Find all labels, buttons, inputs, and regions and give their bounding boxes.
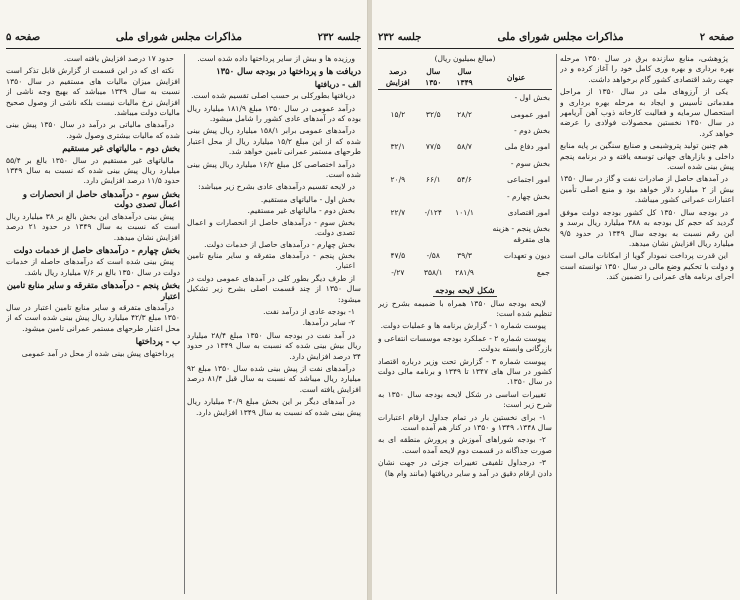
paragraph: درآمد اختصاصی کل مبلغ ۱۶/۲ میلیارد ریال پیش بینی شده است. [187,159,361,180]
paragraph: لایحه بودجه سال ۱۳۵۰ همراه با ضمیمه بشرح زیر تنظیم شده است: [378,298,552,318]
section-heading: دریافت ها و پرداختها در بودجه سال ۱۳۵۰ [216,66,361,77]
paragraph: از طرف دیگر بطور کلی در آمدهای عمومی دولت در سال ۱۳۵۰ از چند قسمت اصلی بشرح زیر تشکیل میشود: [187,273,361,304]
table-cell-title: بخش سوم - [510,158,550,168]
session-number: جلسه ۲۳۲ [378,31,422,43]
table-row [378,221,552,248]
journal-title: مذاکرات مجلس شورای ملی [497,31,624,43]
paragraph: ۳- درجداول تلفیقی تغییرات جزئی در جهت نشان دادن ارقام دقیق در آمد و سایر دریافتها (مانند وام ها) [378,458,552,478]
table-cell-title: امور اقتصادی [507,208,550,218]
paragraph: نکته ای که در این قسمت از گزارش قابل تذکر است افزایش میزان مالیات های مستقیم در سال ۱۳۵۰ نسبت به سال ۱۳۴۹ میباشد که بهیچ وجه ناشی از افزایش نرخ مالیات نیست بلکه ناشی از وصول صحیح مالیات دولت میباشد. [6,66,180,118]
page-number: صفحه ۵ [6,31,41,43]
table-cell-v1: ۲۸/۲ [457,109,472,119]
subheading-wrap [378,285,552,296]
right-page [372,0,740,600]
table-cell-v2: ۳۵۸/۱ [423,267,443,277]
table-cell-title: امور اجتماعی [507,175,550,185]
paragraph: تغییرات اساسی در شکل لایحه بودجه سال ۱۳۵۰ به شرح زیر است: [378,389,552,410]
table-cell-pct: ۱۵/۲ [390,109,406,119]
table-cell-title: امور عمومی [510,109,550,119]
section-heading: بخش چهارم - درآمدهای حاصل از خدمات دولت [13,244,180,255]
table-cell-v2: ۱۲۴/- [424,208,442,218]
paragraph: پیش بینی درآمدهای این بخش بالغ بر ۳۸ میلیارد ریال است که نسبت به سال ۱۳۴۹ در حدود ۲۱ درصد افزایش نشان میدهد. [6,211,180,242]
header-rule [378,48,734,49]
table-cell-v2 [418,189,449,205]
paragraph: درآمدهای عمومی برابر ۱۵۸/۱ میلیارد ریال پیش بینی شده که از این مبلغ ۱۵/۲ میلیارد ریال از محل اعتبار طرحهای مستمر عمرانی تامین خواهد شد. [187,126,361,157]
paragraph: ۱- برای نخستین بار در تمام جداول ارقام اعتبارات سال ۱۳۴۸، ۱۳۴۹ و ۱۳۵۰ در کنار هم آمده است. [378,412,552,432]
right-page-header [378,28,734,46]
table-cell-v1: ۱۰۱/۱ [455,208,474,218]
table-row [378,123,552,139]
list-item: بخش سوم - درآمدهای حاصل از انحصارات و اعمال تصدی دولت. [187,217,355,238]
paragraph: هم چنین تولید پتروشیمی و صنایع سنگین بر پایه منابع داخلی و بازارهای جهانی توسعه یافته و در برنامه پنجم پیش بینی شده است. [560,141,734,172]
paragraph: پیوست شماره ۳ - گزارش تحت وزیر درباره اقتصاد کشور در سال های ۱۳۴۷ تا ۱۳۴۹ و برنامه مالی دولت در سال ۱۳۵۰. [378,356,552,387]
paragraph: درآمدهای متفرقه و سایر منابع تامین اعتبار در سال ۱۳۵۰ مبلغ ۴۲/۳ میلیارد ریال پیش بینی شده است که از محل اعتبار طرحهای مستمر عمرانی تامین میشود. [6,302,180,333]
table-row [378,90,552,107]
paragraph: در لایحه تقسیم درآمدهای عادی بشرح زیر میباشد: [198,182,355,192]
paragraph: در آمد نفت در بودجه سال ۱۳۵۰ مبلغ ۲۸/۴ میلیارد ریال بیش بینی شده که نسبت به سال ۱۳۴۹ در حدود ۳۴ درصد افزایش دارد. [187,330,361,361]
table-header-cell: سال ۱۳۴۹ [449,66,480,89]
table-header-cell: درصد افزایش [378,66,418,89]
left-page-column-left [6,54,180,594]
table-cell-v1 [449,156,480,172]
column-divider [556,54,557,594]
journal-title: مذاکرات مجلس شورای ملی [115,31,242,43]
table-cell-title: بخش دوم - [514,126,550,136]
table-header-row [378,66,552,89]
paragraph: یکی از آرزوهای ملی در سال ۱۳۵۰ از مراحل مقدماتی تأسیس و ایجاد به مرحله بهره برداری و استحصال سرمایه و فعالیت کارخانه ذوب آهن آریامهر در سال ۱۳۵۰ نخستین محصولات فولادی را عرضه خواهد کرد. [560,87,734,138]
paragraph: حدود ۱۷ درصد افزایش یافته است. [63,54,174,63]
table-cell-v2 [418,221,449,248]
list-item: بخش دوم - مالیاتهای غیر مستقیم. [247,206,355,216]
section-heading: بخش پنجم - درآمدهای متفرقه و سایر منابع تامین اعتبار [6,280,180,301]
paragraph: درآمدهای مالیاتی بر درآمد در سال ۱۳۵۰ پیش بینی شده که مالیات بیشتری وصول شود. [6,120,180,140]
table-cell-v2 [418,123,449,139]
table-cell-v2: ۳۲/۵ [425,109,441,119]
session-number: جلسه ۲۳۲ [317,31,361,43]
paragraph: این قدرت پرداخت نمودار گویا از امکانات مالی است و دولت با تحکیم وضع مالی در سال ۱۳۵۰ توانسته است اجرای برنامه های عمرانی را تضمین کند. [560,251,734,282]
header-rule [6,48,361,49]
column-divider [184,54,185,594]
right-page-column-right [560,54,734,594]
table-cell-pct [378,123,418,139]
revenue-parts-list [187,307,361,329]
table-cell-v2: ۶۶/۱ [425,175,441,185]
table-row [378,248,552,264]
table-cell-title: دیون و تعهدات [503,251,550,261]
table-body [378,90,552,281]
left-page-header [6,28,361,46]
list-item: بخش پنجم - درآمدهای متفرقه و سایر منابع تامین اعتبار. [187,250,355,271]
list-item: بخش چهارم - درآمدهای حاصل از خدمات دولت. [204,239,355,249]
table-cell-pct: ۲۲/۷ [390,208,406,218]
section-heading: ب - پرداختها [135,336,180,347]
table-unit-note: (مبالغ بمیلیون ریال) [434,54,496,63]
table-cell-pct [378,90,418,107]
right-page-column-left [378,54,552,594]
paragraph: مالیاتهای غیر مستقیم در سال ۱۳۵۰ بالغ بر ۵۵/۴ میلیارد ریال پیش بینی شده که نسبت به سال ۱۳۴۹ حدود ۱۱/۵ درصد افزایش دارد. [6,155,180,186]
table-cell-v2: ۷۷/۵ [425,142,441,152]
paragraph: پرداختهای پیش بینی شده از محل در آمد عمومی [21,348,174,358]
paragraph: پیش بینی شده است که درآمدهای حاصله از خدمات دولت در سال ۱۳۵۰ بالغ بر ۷/۶ میلیارد ریال باشد. [6,257,180,277]
section-heading: بخش سوم - درآمدهای حاصل از انحصارات و اعمال تصدی دولت [22,188,180,210]
table-cell-pct: ۲۷/- [391,267,405,277]
list-item: بخش اول - مالیاتهای مستقیم. [260,194,355,204]
table-cell-pct [378,189,418,205]
table-header-cell: سال ۱۳۵۰ [418,66,449,89]
table-cell-v1 [449,90,480,107]
left-page [0,0,368,600]
table-cell-v1: ۲۸۱/۹ [455,267,474,277]
paragraph: دریافتها بطورکلی بر حسب اصلی تقسیم شده است. [191,91,355,101]
table-row [378,156,552,172]
table-row [378,172,552,188]
table-cell-pct [378,156,418,172]
table-cell-pct: ۳۲/۱ [390,142,406,152]
table-cell-title: امور دفاع ملی [504,142,550,152]
list-item: ۱- بودجه عادی از درآمد نفت. [263,306,355,316]
paragraph: پژوهشی، منابع سازنده برق در سال ۱۳۵۰ مرحله بهره برداری و بهره وری کامل خود را آغاز کرده و در جهت رشد اقتصادی کشور گام برخواهد داشت. [560,54,734,84]
table-cell-v1: ۵۸/۷ [457,142,472,152]
table-row [378,107,552,123]
table-cell-title: بخش اول - [514,93,550,103]
table-row [378,265,552,281]
section-heading: بخش دوم - مالیاتهای غیر مستقیم [62,143,180,154]
table-cell-title: بخش چهارم - [507,191,550,201]
table-cell-v1 [449,123,480,139]
table-cell-v2 [418,156,449,172]
table-cell-v1 [449,221,480,248]
paragraph: درآمد عمومی در سال ۱۳۵۰ مبلغ ۱۸۱/۹ میلیارد ریال بوده که در آمدهای عادی کشور را شامل میشود. [187,103,361,124]
page-number: صفحه ۲ [699,31,734,43]
paragraph: درآمدهای نفت از پیش بینی شده سال ۱۳۵۰ مبلغ ۹۲ میلیارد ریال میباشد که نسبت به سال قبل ۸۱/۴ درصد افزایش یافته است. [187,363,361,394]
paragraph: پیوست شماره ۲ - عملکرد بودجه موسسات انتفاعی و بازرگانی وابسته بدولت. [378,333,552,354]
paragraph: پیوست شماره ۱ - گزارش برنامه ها و عملیات دولت. [380,321,546,331]
left-page-column-right [187,54,361,594]
table-row [378,189,552,205]
table-cell-v1 [449,189,480,205]
table-cell-v2 [418,90,449,107]
revenue-sections-list [187,195,361,272]
paragraph: در بودجه سال ۱۳۵۰ کل کشور بودجه دولت موفق گردید که حجم کل بودجه به ۳۸۸ میلیارد ریال برسد و این رقم نسبت به بودجه سال ۱۳۴۹ در حدود ۹/۵ میلیارد ریال افزایش نشان میدهد. [560,207,734,248]
paragraph: در آمدهای دیگر بر این بخش مبلغ ۳۰/۹ میلیارد ریال پیش بینی شده که نسبت به سال ۱۳۴۹ افزایش دارد. [187,397,361,417]
paragraph: در آمدهای حاصل از صادرات نفت و گاز در سال ۱۳۵۰ بیش از ۲ میلیارد دلار خواهد بود و منبع اصلی تأمین اعتبارات عمرانی کشور میباشد. [560,174,734,205]
table-cell-v1: ۵۴/۶ [457,175,472,185]
table-cell-v1: ۳۹/۳ [457,251,472,261]
table-cell-pct: ۲۰/۹ [390,175,406,185]
subsection-heading: الف - دریافتها [314,78,361,89]
list-item: ۲- سایر درآمدها. [302,318,355,328]
table-cell-pct: ۴۷/۵ [390,251,406,261]
paragraph: ۲- بودجه شوراهای آموزش و پرورش منطقه ای به صورت جداگانه در قسمت دوم لایحه آمده است. [378,435,552,455]
budget-table [378,66,552,281]
table-row [378,205,552,221]
table-cell-title: بخش پنجم - هزینه های متفرقه [492,224,550,244]
table-row [378,139,552,155]
section-heading: شکل لایحه بودجه [435,285,495,296]
table-cell-title: جمع [536,267,550,277]
paragraph: ورزیده ها و بیش از سایر پرداختها داده شده است. [197,54,355,63]
table-header-cell: عنوان [480,66,552,89]
table-cell-pct [378,221,418,248]
table-cell-v2: ۵۸/- [426,251,440,261]
